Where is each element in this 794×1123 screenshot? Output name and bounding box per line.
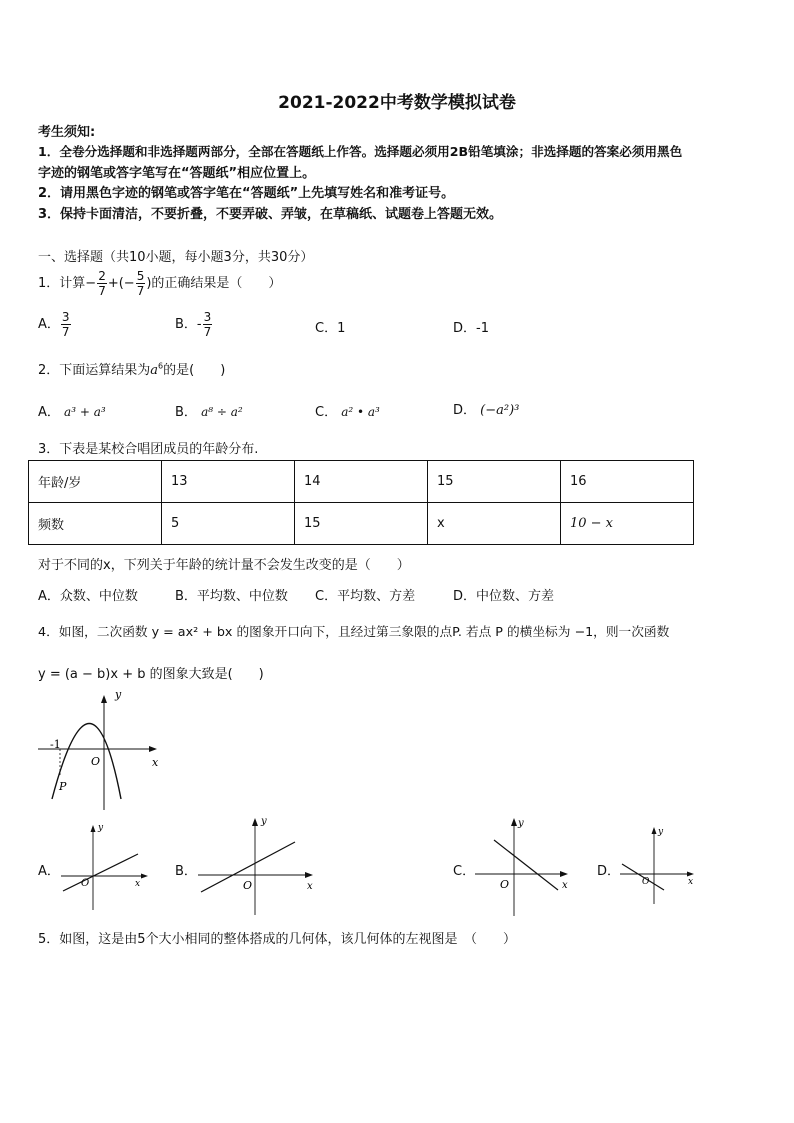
table-cell: 15 [427, 461, 560, 503]
q3-option-d: D．中位数、方差 [453, 589, 555, 604]
q1-neg: − [85, 276, 97, 291]
table-cell: 14 [294, 461, 427, 503]
y-axis-arrow [101, 695, 107, 703]
question-2-stem [38, 359, 225, 378]
x-label: x [135, 879, 141, 889]
x-axis-arrow [687, 872, 694, 877]
table-cell: 10 − x [560, 503, 693, 545]
q2-option-c [315, 401, 380, 420]
parabola-graph [30, 686, 170, 816]
y-label: y [98, 823, 104, 833]
q4-option-c-graph [470, 812, 580, 920]
x-axis-arrow [560, 871, 568, 877]
page-title: 2021-2022中考数学模拟试卷 [278, 93, 516, 113]
q4-option-a-graph [58, 818, 153, 913]
q1-b-label: B．- [175, 317, 202, 332]
q1-option-c: C．1 [315, 321, 346, 336]
origin-label: O [243, 879, 253, 892]
origin-label: O [500, 878, 510, 891]
q2-b-label: B． [175, 405, 197, 420]
q1-a-num: 3 [61, 310, 70, 324]
q1-option-d: D．-1 [453, 321, 489, 336]
q3-option-c: C．平均数、方差 [315, 589, 416, 604]
x-label: x [562, 880, 568, 891]
origin-label: O [642, 877, 650, 887]
notice-line-1b: 字迹的钢笔或答字笔写在“答题纸”相应位置上。 [38, 166, 316, 181]
x-axis-arrow [149, 746, 157, 752]
q4-option-d-graph [618, 822, 700, 907]
q2-stem-post: 的是( ) [163, 363, 226, 378]
q1-f1-num: 2 [98, 269, 106, 283]
x-label: x [307, 881, 313, 892]
x-axis-arrow [305, 872, 313, 878]
q1-b-fraction [203, 310, 213, 339]
q1-option-b [175, 307, 213, 343]
table-cell: 13 [162, 461, 295, 503]
q1-suffix: )的正确结果是（ ） [146, 276, 282, 291]
age-distribution-table [28, 460, 694, 545]
q2-c-label: C． [315, 405, 338, 420]
q4-option-c-label: C． [453, 864, 476, 879]
table-cell: 5 [162, 503, 295, 545]
q2-stem-exp: 6 [158, 361, 164, 371]
q1-mid: +(− [107, 276, 135, 291]
q1-option-a [38, 307, 72, 343]
q1-f2-num: 5 [136, 269, 145, 283]
q2-c-expr: a² • a³ [341, 405, 380, 419]
q4-option-a-label: A． [38, 864, 60, 879]
q3-option-a: A．众数、中位数 [38, 589, 138, 604]
q4-option-b-label: B． [175, 864, 197, 879]
q2-stem-pre: 2．下面运算结果为 [38, 363, 151, 378]
table-row [29, 503, 694, 545]
q4-option-d-label: D． [597, 864, 621, 879]
q2-d-label: D． [453, 403, 477, 418]
q1-a-fraction [61, 310, 71, 339]
question-1-stem [38, 266, 281, 302]
q1-a-label: A． [38, 317, 60, 332]
x-label: x [152, 756, 159, 769]
q1-a-den: 7 [61, 325, 70, 339]
neg-one-label: -1 [50, 738, 61, 751]
notice-line-2: 2．请用黑色字迹的钢笔或答字笔在“答题纸”上先填写姓名和准考证号。 [38, 186, 455, 201]
y-axis-arrow [91, 825, 96, 832]
question-4-stem-line-2: y = (a − b)x + b 的图象大致是( ) [38, 667, 264, 682]
q1-fraction-1 [97, 269, 107, 298]
notice-line-3: 3．保持卡面清洁，不要折叠，不要弄破、弄皱，在草稿纸、试题卷上答题无效。 [38, 207, 503, 222]
q2-a-label: A． [38, 405, 60, 420]
section-heading: 一、选择题（共10小题，每小题3分，共30分） [38, 250, 314, 265]
table-cell: x [427, 503, 560, 545]
q1-prefix: 1．计算 [38, 276, 86, 291]
y-label: y [518, 818, 524, 829]
x-axis-arrow [141, 874, 148, 879]
q1-f2-den: 7 [136, 284, 145, 298]
q1-f1-den: 7 [98, 284, 106, 298]
question-5-stem: 5．如图，这是由5个大小相同的整体搭成的几何体，该几何体的左视图是 （ ） [38, 932, 517, 947]
table-cell: 16 [560, 461, 693, 503]
q2-stem-var: a [150, 363, 159, 378]
q2-d-expr: (−a²)³ [480, 403, 520, 418]
q2-option-b [175, 401, 243, 420]
q2-option-a [38, 401, 106, 420]
origin-label: O [81, 878, 90, 889]
q2-b-expr: a⁸ ÷ a² [201, 405, 243, 419]
table-cell: 年龄/岁 [29, 461, 162, 503]
q2-a-expr: a³ + a³ [64, 405, 106, 419]
y-axis-arrow [252, 818, 258, 826]
y-label: y [658, 827, 664, 837]
table-row [29, 461, 694, 503]
question-4-stem-line-1: 4．如图，二次函数 y = ax² + bx 的图象开口向下，且经过第三象限的点P. 若点 P 的横坐标为 −1，则一次函数 [38, 624, 670, 639]
y-label: y [261, 816, 267, 827]
x-label: x [688, 877, 694, 887]
question-3-stem: 3．下表是某校合唱团成员的年龄分布. [38, 442, 259, 457]
notice-line-1a: 1．全卷分选择题和非选择题两部分，全部在答题纸上作答。选择题必须用2B铅笔填涂；非选择题的答案必须用黑色 [38, 144, 683, 159]
q3-after: 对于不同的x，下列关于年龄的统计量不会发生改变的是（ ） [38, 558, 410, 573]
notice-heading: 考生须知: [38, 125, 96, 140]
q3-option-b: B．平均数、中位数 [175, 589, 288, 604]
table-cell: 频数 [29, 503, 162, 545]
q1-b-num: 3 [203, 310, 212, 324]
q1-fraction-2 [136, 269, 146, 298]
y-axis-arrow [652, 827, 657, 834]
origin-label: O [91, 755, 101, 768]
table-cell: 15 [294, 503, 427, 545]
y-label: y [115, 688, 122, 701]
line-graph [63, 854, 141, 891]
point-p-label: P [59, 780, 67, 793]
q4-option-b-graph [195, 810, 325, 920]
q1-b-den: 7 [203, 325, 212, 339]
q2-option-d [453, 399, 519, 418]
y-axis-arrow [511, 818, 517, 826]
